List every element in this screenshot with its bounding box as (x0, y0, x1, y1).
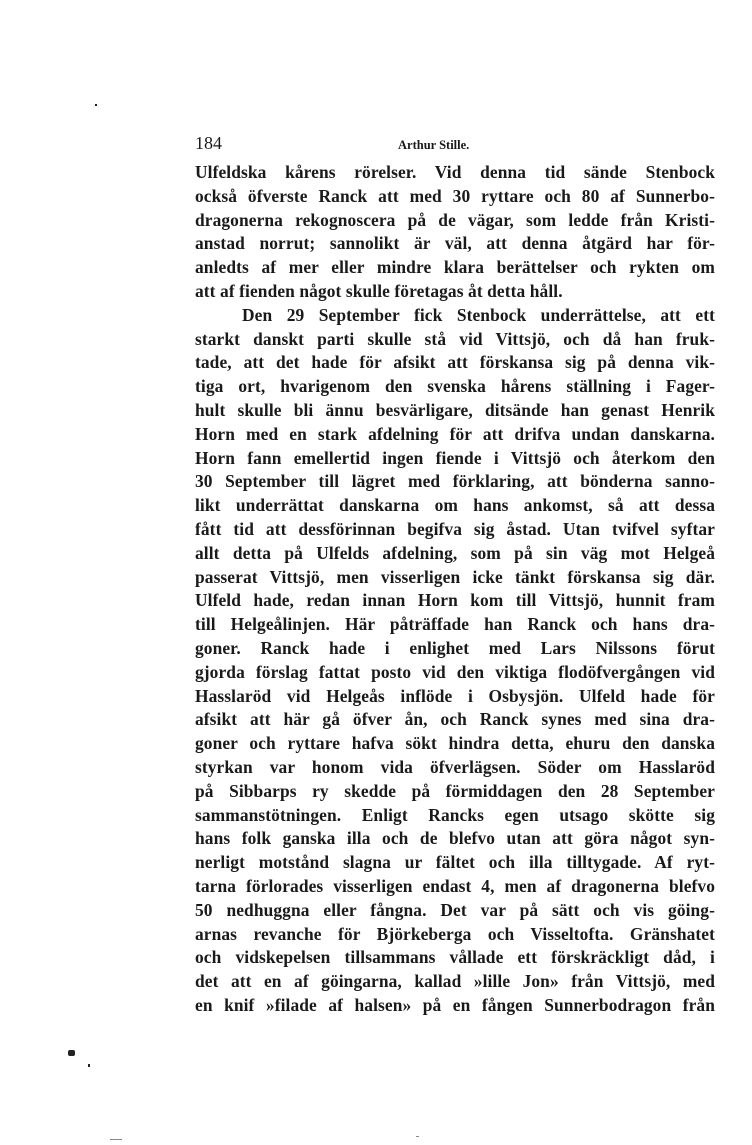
text-line: allt detta på Ulfelds afdelning, som på sin väg mot Helgeå (195, 542, 715, 563)
text-line: Horn fann emellertid ingen fiende i Vittsjö och återkom den (195, 447, 715, 468)
text-line: gjorda förslag fattat posto vid den viktiga flodöfvergången vid (195, 661, 715, 682)
scan-speck (110, 1139, 122, 1140)
text-line: 30 September till lägret med förklaring, att bönderna sanno- (195, 471, 715, 492)
text-line: 50 nedhuggna eller fångna. Det var på sätt och vis göing- (195, 899, 715, 920)
page-header (195, 133, 715, 161)
scan-speck (416, 1136, 419, 1137)
text-line: arnas revanche för Björkeberga och Visseltofta. Gränshatet (195, 923, 715, 944)
text-line: starkt danskt parti skulle stå vid Vittsjö, och då han fruk- (195, 328, 715, 349)
text-line: anledts af mer eller mindre klara berättelser och rykten om (195, 257, 715, 278)
text-line: Hasslaröd vid Helgeås inflöde i Osbysjön. Ulfeld hade för (195, 685, 715, 706)
book-page (195, 133, 715, 1018)
scan-speck (95, 104, 97, 106)
text-line: det att en af göingarna, kallad »lille Jon» från Vittsjö, med (195, 971, 715, 992)
page-number: 184 (195, 133, 222, 153)
text-line: nerligt motstånd slagna ur fältet och illa tilltygade. Af ryt- (195, 852, 715, 873)
text-line: på Sibbarps ry skedde på förmiddagen den 28 September (195, 780, 715, 801)
text-line: hans folk ganska illa och de blefvo utan att göra något syn- (195, 828, 715, 849)
text-line: Ulfeldska kårens rörelser. Vid denna tid sände Stenbock (195, 162, 715, 182)
text-line: fått tid att dessförinnan begifva sig åstad. Utan tvifvel syftar (195, 518, 715, 539)
text-line: hult skulle bli ännu besvärligare, ditsände han genast Henrik (195, 399, 715, 420)
text-line: tade, att det hade för afsikt att förskansa sig på denna vik- (195, 352, 715, 373)
running-head: Arthur Stille. (398, 138, 470, 152)
text-line: afsikt att här gå öfver ån, och Ranck synes med sina dra- (195, 709, 715, 730)
text-line: tarna förlorades visserligen endast 4, men af dragonerna blefvo (195, 875, 715, 896)
scan-speck (68, 1050, 75, 1056)
text-line: tiga ort, hvarigenom den svenska hårens ställning i Fager- (195, 376, 715, 397)
text-line: att af fienden något skulle företagas åt detta håll. (195, 280, 563, 301)
text-line: och vidskepelsen tillsammans vållade ett förskräckligt dåd, i (195, 947, 715, 968)
text-line: dragonerna rekognoscera på de vägar, som ledde från Kristi- (195, 209, 715, 230)
scan-speck (88, 1064, 90, 1067)
text-line: passerat Vittsjö, men visserligen icke tänkt förskansa sig där. (195, 566, 715, 587)
text-line: goner och ryttare hafva sökt hindra detta, ehuru den danska (195, 733, 715, 754)
text-line: styrkan var honom vida öfverlägsen. Söder om Hasslaröd (195, 756, 715, 777)
text-line: likt underrättat danskarna om hans ankomst, så att dessa (195, 495, 715, 516)
body-text (195, 161, 715, 1018)
text-line: Horn med en stark afdelning för att drifva undan danskarna. (195, 423, 715, 444)
text-line: sammanstötningen. Enligt Rancks egen utsago skötte sig (195, 804, 715, 825)
text-line: goner. Ranck hade i enlighet med Lars Nilssons förut (195, 637, 715, 658)
paragraph-start-line: Den 29 September fick Stenbock underrättelse, att ett (242, 304, 715, 325)
text-line: också öfverste Ranck att med 30 ryttare och 80 af Sunnerbo- (195, 185, 715, 206)
text-line: anstad norrut; sannolikt är väl, att denna åtgärd har för- (195, 233, 715, 254)
text-line: en knif »filade af halsen» på en fången Sunnerbodragon från (195, 994, 715, 1015)
text-line: till Helgeålinjen. Här påträffade han Ranck och hans dra- (195, 614, 715, 635)
text-line: Ulfeld hade, redan innan Horn kom till Vittsjö, hunnit fram (195, 590, 715, 611)
